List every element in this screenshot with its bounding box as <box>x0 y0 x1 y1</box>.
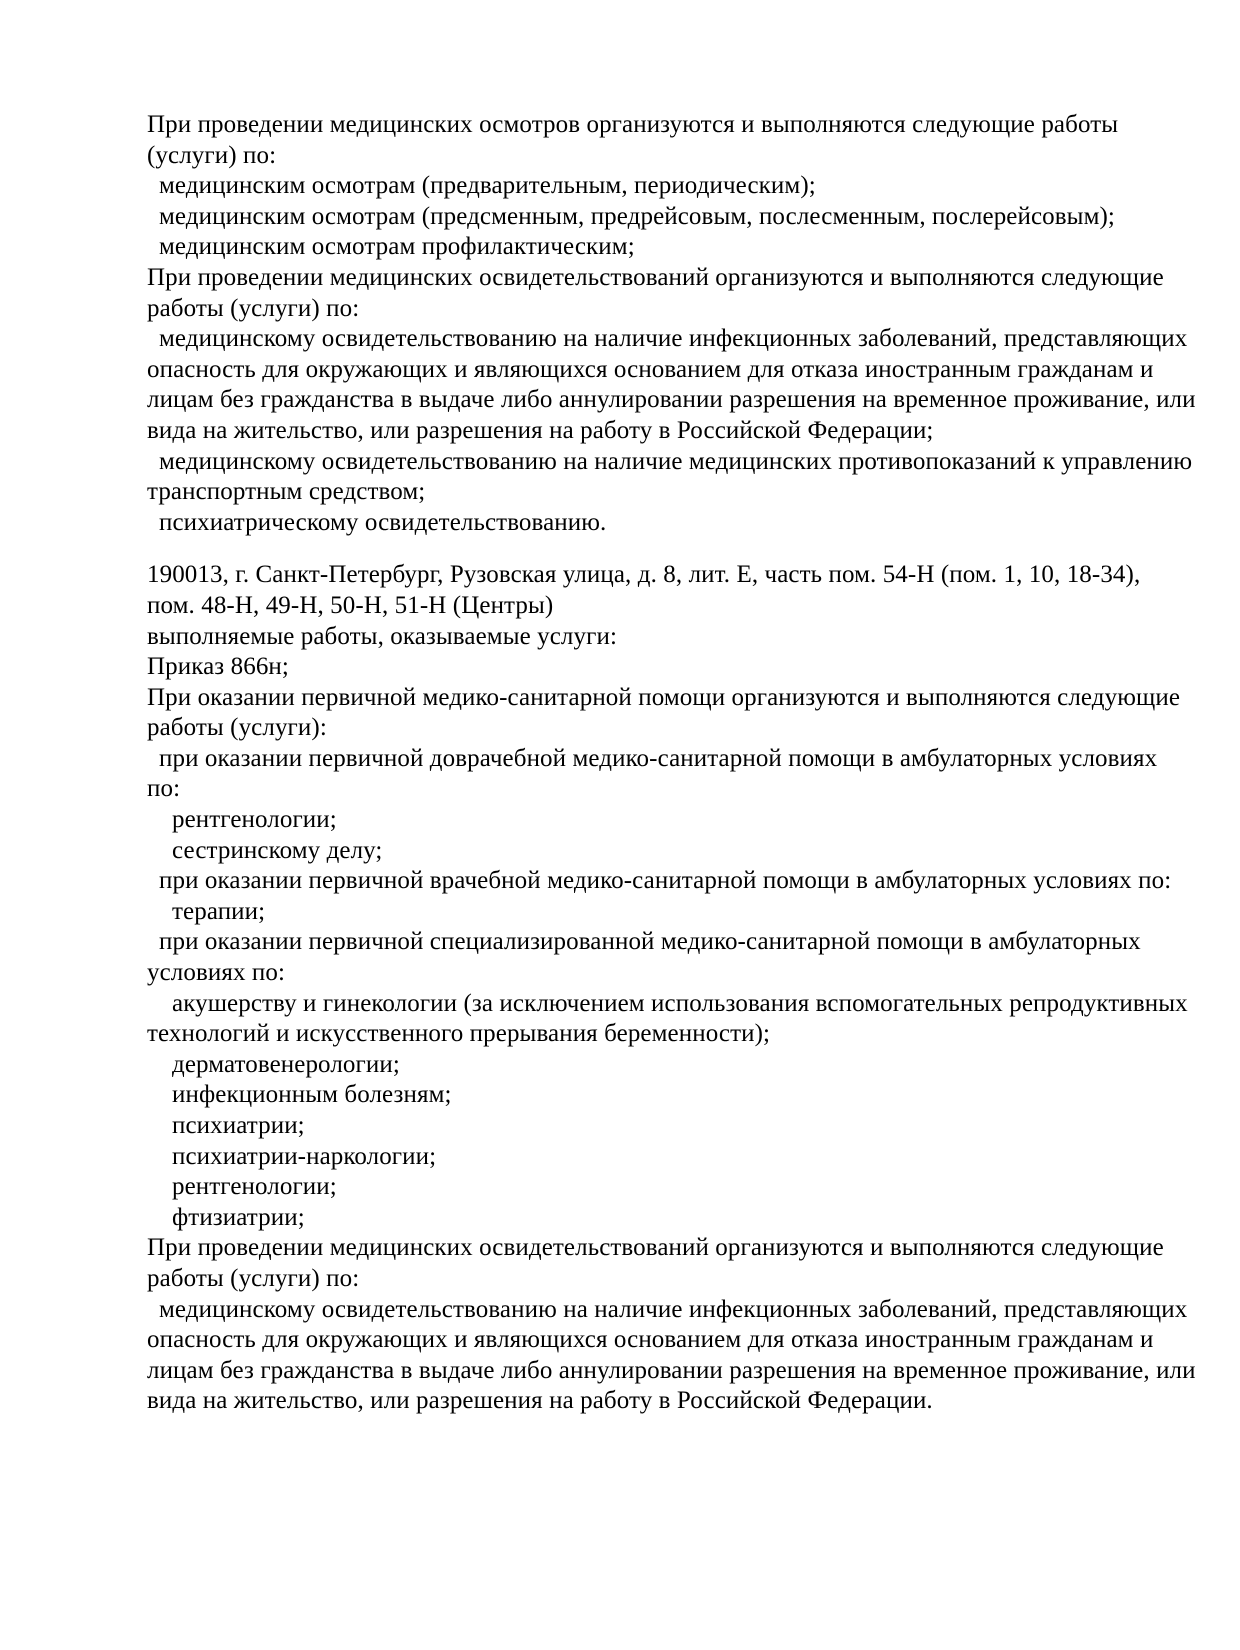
text-line: медицинским осмотрам (предсменным, предрейсовым, послесменным, послерейсовым); <box>159 202 1115 230</box>
text-line: При оказании первичной медико-санитарной помощи организуются и выполняются следующие <box>147 683 1181 711</box>
text-line: транспортным средством; <box>147 478 426 506</box>
text-line: инфекционным болезням; <box>172 1081 452 1109</box>
text-line: психиатрии; <box>172 1112 305 1139</box>
text-line: опасность для окружающих и являющихся основанием для отказа иностранным гражданам и <box>147 1326 1154 1354</box>
text-line: рентгенологии; <box>172 1173 337 1201</box>
text-line: медицинским осмотрам профилактическим; <box>159 233 635 261</box>
text-line: При проведении медицинских освидетельствований организуются и выполняются следующие <box>147 1234 1164 1262</box>
blank-line <box>147 538 1180 560</box>
text-line: технологий и искусственного прерывания беременности); <box>147 1020 771 1048</box>
text-line: медицинскому освидетельствованию на наличие инфекционных заболеваний, представляющих <box>159 1295 1188 1323</box>
text-line: опасность для окружающих и являющихся основанием для отказа иностранным гражданам и <box>147 355 1154 383</box>
text-line: работы (услуги) по: <box>147 294 360 322</box>
text-line: дерматовенерологии; <box>172 1050 400 1078</box>
text-line: медицинскому освидетельствованию на наличие инфекционных заболеваний, представляющих <box>159 325 1188 353</box>
text-line: При проведении медицинских освидетельствований организуются и выполняются следующие <box>147 263 1164 291</box>
text-line: условиях по: <box>147 959 286 987</box>
text-line: лицам без гражданства в выдаче либо аннулировании разрешения на временное проживание, или <box>147 1356 1196 1384</box>
text-line: при оказании первичной врачебной медико-санитарной помощи в амбулаторных условиях по: <box>159 867 1172 895</box>
text-line: 190013, г. Санкт-Петербург, Рузовская улица, д. 8, лит. Е, часть пом. 54-Н (пом. 1, 10, 18-34), <box>147 561 1141 589</box>
text-line: вида на жительство, или разрешения на работу в Российской Федерации. <box>147 1387 933 1415</box>
text-line: медицинским осмотрам (предварительным, периодическим); <box>159 172 816 200</box>
text-line: выполняемые работы, оказываемые услуги: <box>147 622 617 650</box>
text-line: лицам без гражданства в выдаче либо аннулировании разрешения на временное проживание, или <box>147 386 1196 414</box>
text-line: акушерству и гинекологии (за исключением использования вспомогательных репродуктивных <box>172 989 1188 1017</box>
text-line: рентгенологии; <box>172 806 337 834</box>
text-line: (услуги) по: <box>147 141 277 169</box>
text-line: Приказ 866н; <box>147 653 289 681</box>
text-line: психиатрическому освидетельствованию. <box>159 508 607 536</box>
text-line: при оказании первичной доврачебной медико-санитарной помощи в амбулаторных условиях <box>159 744 1158 772</box>
text-line: пом. 48-Н, 49-Н, 50-Н, 51-Н (Центры) <box>147 591 554 619</box>
text-line: сестринскому делу; <box>172 836 383 864</box>
text-line: по: <box>147 775 181 803</box>
text-line: терапии; <box>172 897 266 925</box>
text-line: медицинскому освидетельствованию на наличие медицинских противопоказаний к управлению <box>159 447 1193 475</box>
text-line: психиатрии-наркологии; <box>172 1142 437 1170</box>
text-line: работы (услуги) по: <box>147 1264 360 1292</box>
text-line: работы (услуги): <box>147 714 327 742</box>
text-line: фтизиатрии; <box>172 1203 305 1231</box>
text-line: При проведении медицинских осмотров организуются и выполняются следующие работы <box>147 111 1119 138</box>
text-line: вида на жительство, или разрешения на работу в Российской Федерации; <box>147 416 934 444</box>
text-line: при оказании первичной специализированной медико-санитарной помощи в амбулаторных <box>159 928 1141 956</box>
document-text-block <box>147 110 1196 1417</box>
